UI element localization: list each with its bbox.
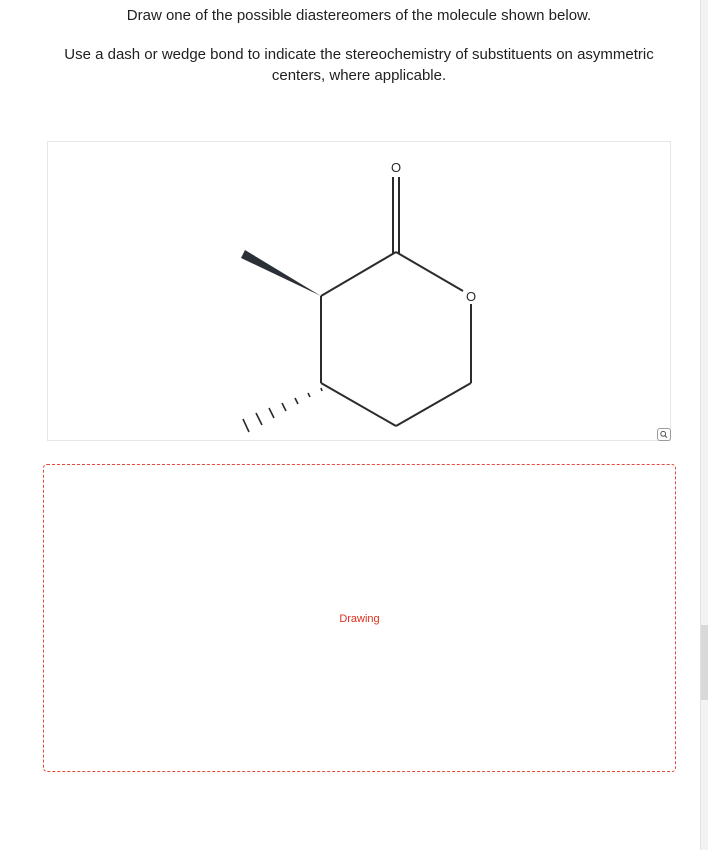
carbonyl-oxygen-label: O [390, 160, 402, 175]
zoom-button[interactable] [657, 428, 671, 441]
ring-bond-c2-o1 [396, 252, 463, 291]
drawing-label: Drawing [339, 613, 380, 625]
ring-bond-c6-c5 [396, 383, 471, 426]
magnifier-icon [658, 429, 670, 440]
ring-bond-c3-c2 [321, 252, 396, 296]
ring-bond-c5-c4 [321, 383, 396, 426]
drawing-canvas[interactable] [43, 464, 676, 772]
wedge-bond-methyl [241, 250, 321, 296]
scrollbar[interactable] [700, 0, 708, 850]
question-instruction: Draw one of the possible diastereomers of the molecule shown below. [126, 7, 592, 24]
ring-oxygen-label: O [465, 289, 477, 304]
scrollbar-thumb[interactable] [701, 625, 708, 700]
molecule-structure-panel [47, 141, 671, 441]
question-stereochemistry-note: Use a dash or wedge bond to indicate the stereochemistry of substituents on asymmetric centers, where applicable. [64, 46, 654, 84]
molecule-structure [48, 142, 672, 442]
hash-bond-methyl [243, 388, 322, 432]
